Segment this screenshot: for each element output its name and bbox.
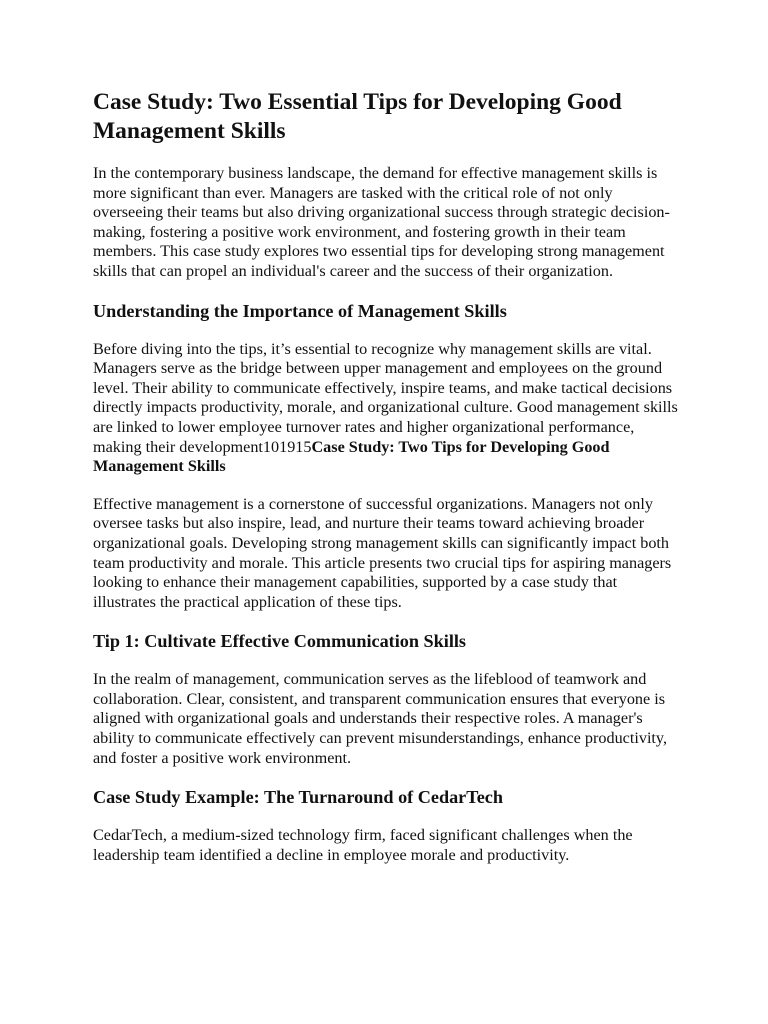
intro-paragraph: In the contemporary business landscape, the demand for effective management skills is more significant than ever. Managers are tasked with the critical role of not only overseeing their teams but also driving organizational success through strategic decision-making, fostering a positive work environment, and fostering growth in their team members. This case study explores two essential tips for developing strong management skills that can propel an individual's career and the success of their organization.	[93, 164, 670, 280]
importance-paragraph-bold-title: Case Study: Two Tips for Developing Good Management Skills	[93, 437, 610, 476]
section-heading-tip1: Tip 1: Cultivate Effective Communication Skills	[93, 631, 467, 652]
document-title: Case Study: Two Essential Tips for Developing Good Management Skills	[93, 89, 622, 144]
effective-management-paragraph: Effective management is a cornerstone of successful organizations. Managers not only oversee tasks but also inspire, lead, and nurture their teams toward achieving broader organizational goals. Developing strong management skills can significantly impact both team productivity and morale. This article presents two crucial tips for aspiring managers looking to enhance their management capabilities, supported by a case study that illustrates the practical application of these tips.	[93, 494, 672, 611]
tip1-paragraph: In the realm of management, communication serves as the lifeblood of teamwork and collaboration. Clear, consistent, and transparent communication ensures that everyone is aligned with organizational goals and understands their respective roles. A manager's ability to communicate effectively can prevent misunderstandings, enhance productivity, and foster a positive work environment.	[93, 670, 668, 767]
section-heading-cedartech: Case Study Example: The Turnaround of CedarTech	[93, 787, 503, 808]
document-page	[93, 88, 683, 883]
cedartech-paragraph: CedarTech, a medium-sized technology firm, faced significant challenges when the leadership team identified a decline in employee morale and productivity.	[93, 826, 633, 864]
importance-paragraph	[93, 340, 683, 477]
section-heading-importance: Understanding the Importance of Management Skills	[93, 300, 507, 321]
importance-paragraph-text: Before diving into the tips, it’s essential to recognize why management skills are vital. Managers serve as the bridge between upper management and employees on the ground level. Their ability to communicate effectively, inspire teams, and make tactical decisions directly impacts productivity, morale, and organizational culture. Good management skills are linked to lower employee turnover rates and higher organizational performance, making their development101915	[93, 339, 678, 456]
